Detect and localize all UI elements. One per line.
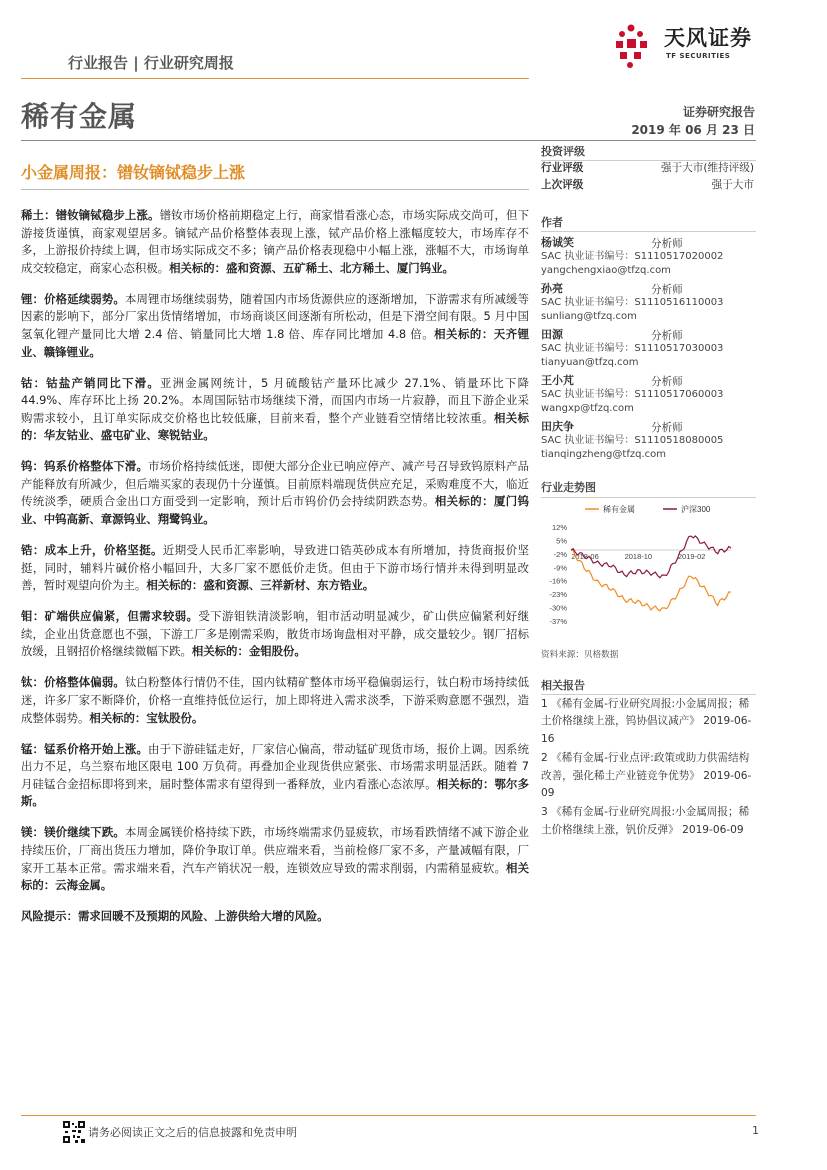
breadcrumb: 行业报告 | 行业研究周报 [68, 54, 234, 72]
trend-heading: 行业走势图 [541, 481, 596, 494]
related-heading: 相关报告 [541, 679, 585, 692]
x-tick-label: 2019-02 [677, 552, 706, 562]
rating-row: 行业评级 强于大市(维持评级) [541, 162, 754, 174]
rating-row: 上次评级 强于大市 [541, 179, 754, 191]
y-tick-label: -23% [549, 590, 567, 600]
paragraph-magnesium: 镁：镁价继续下跌。本周金属镁价格持续下跌，市场终端需求仍显疲软，市场看跌情绪不减下游企业持续压价，厂商出货压力增加，降价争取订单。供应端来看，当前检修厂家不多，产量减幅有限，厂家开工基本正常。需求端来看，汽车产销状况一般，连锁效应导致的需求削弱，内需稍显疲软。相关标的：云海金属。 [21, 825, 529, 893]
y-tick-label: -30% [549, 603, 567, 613]
risk-warning: 风险提示：需求回暖不及预期的风险、上游供给大增的风险。 [21, 909, 329, 924]
legend-label: 稀有金属 [603, 505, 635, 514]
x-tick-label: 2018-10 [624, 552, 653, 562]
report-date: 2019 年 06 月 23 日 [631, 123, 755, 137]
paragraph-lithium: 锂：价格延续弱势。本周锂市场继续弱势，随着国内市场货源供应的逐渐增加，下游需求有所减缓等因素的影响下，部分厂家出货情绪增加，市场商谈区间逐渐有所松动，但是下滑空间有限。5 月中国氢氧化锂产量同比大增 2.4 倍、销量同比大增 1.8 倍、库存同比增加 4.8 倍。相关标的：天齐锂业、赣锋锂业。 [21, 291, 529, 359]
y-tick-label: -2% [553, 549, 567, 559]
y-tick-label: -16% [549, 576, 567, 586]
footer-divider [21, 1115, 756, 1116]
main-content [21, 207, 529, 939]
authors-list [541, 235, 754, 465]
y-tick-label: -37% [549, 617, 567, 626]
chart-source: 资料来源：贝格数据 [541, 650, 619, 660]
y-tick-label: 5% [556, 536, 567, 546]
y-tick-label: -9% [553, 563, 567, 573]
paragraph-rare-earth: 稀土：镨钕镝铽稳步上涨。镨钕市场价格前期稳定上行，商家惜看涨心态，市场实际成交尚可，但下游接货谨慎，商家观望居多。镝铽产品价格整体表现上涨，铽产品价格上涨幅度较大，市场库存不多，上游报价持续上调，但市场实际成交不多；镝产品价格表现稳中小幅上涨，涨幅不大，市场询单成交较稳定，商家心态积极。相关标的：盛和资源、五矿稀土、北方稀土、厦门钨业。 [21, 208, 529, 275]
author-entry: 田庆争 分析师 SAC 执业证书编号：S1110518080005 tianqingzheng@tfzq.com [541, 420, 724, 460]
author-entry: 孙亮 分析师 SAC 执业证书编号：S1110516110003 sunliang@tfzq.com [541, 282, 724, 322]
authors-heading: 作者 [541, 216, 563, 229]
paragraph-tungsten: 钨：钨系价格整体下滑。市场价格持续低迷，即便大部分企业已响应停产、减产号召导致钨原料产品产能释放有所减少，但后端买家的表现仍十分谨慎。目前原料端现货供应充足，采购难度不大，临近传统淡季，硬质合金出口方面受到一定影响，预计后市钨价仍会持续阴跌态势。相关标的：厦门钨业、中钨高新、章源钨业、翔鹭钨业。 [21, 459, 529, 527]
sector-title: 稀有金属 [21, 100, 138, 133]
paragraph-manganese: 锰：锰系价格开始上涨。由于下游硅锰走好，厂家信心偏高，带动锰矿现货市场，报价上调。因系统出力不足，乌兰察布地区限电 100 万负荷。再叠加企业现货供应紧张、市场需求明显活跃。随着 7 月硅锰合金招标即将到来，届时整体需求有望得到一番释放，业内看涨心态浓厚。相关标的：鄂尔多斯。 [21, 741, 529, 809]
related-reports [541, 696, 755, 839]
related-report-item[interactable]: 2 《稀有金属-行业点评:政策或助力供需结构改善，强化稀土产业链竞争优势》 2019-06-09 [541, 752, 752, 800]
industry-trend-chart [541, 499, 754, 649]
logo-english-text: TF SECURITIES [666, 52, 731, 60]
legend-label: 沪深300 [681, 505, 711, 514]
page-number: 1 [752, 1124, 759, 1137]
paragraph-titanium: 钛：价格整体偏弱。钛白粉整体行情仍不佳，国内钛精矿整体市场平稳偏弱运行，钛白粉市场持续低迷，许多厂家不断降价，价格一直维持低位运行，加上即将进入需求淡季，下游采购意愿不强烈，造成整体弱势。相关标的：宝钛股份。 [21, 675, 529, 725]
qr-code-icon [63, 1121, 85, 1143]
header-divider [21, 78, 529, 79]
author-entry: 杨诚笑 分析师 SAC 执业证书编号：S1110517020002 yangchengxiao@tfzq.com [541, 236, 724, 276]
related-report-item[interactable]: 1 《稀有金属-行业研究周报:小金属周报；稀土价格继续上涨，钨协倡议减产》 2019-06-16 [541, 698, 752, 745]
author-entry: 田源 分析师 SAC 执业证书编号：S1110517030003 tianyuan@tfzq.com [541, 328, 724, 368]
paragraph-molybdenum: 钼：矿端供应偏紧，但需求较弱。受下游钼铁清淡影响，钼市活动明显减少，矿山供应偏紧利好继续，企业出货意愿也不强，下游工厂多是刚需采购，散货市场询盘相对平静，成交量较少。钢厂招标放缓，且钢招价格继续微幅下跌。相关标的：金钼股份。 [21, 609, 529, 659]
author-entry: 王小芃 分析师 SAC 执业证书编号：S1110517060003 wangxp@tfzq.com [541, 374, 724, 414]
rating-section [541, 143, 754, 194]
report-type: 证券研究报告 [682, 105, 755, 119]
title-underline [21, 189, 529, 190]
rating-heading: 投资评级 [541, 145, 585, 158]
paragraph-zirconium: 锆：成本上升，价格坚挺。近期受人民币汇率影响，导致进口锆英砂成本有所增加，持货商报价坚挺，同时，辅料片碱价格小幅回升，大多厂家不愿低价走货。但由于下游市场行情并未得到明显改善，暂时观望向价为主。相关标的：盛和资源、三祥新材、东方锆业。 [21, 543, 529, 593]
logo-text: 天风证券 [664, 26, 752, 50]
x-tick-label: 2018-06 [571, 552, 599, 562]
report-title: 小金属周报：镨钕镝铽稳步上涨 [21, 163, 246, 182]
y-tick-label: 12% [551, 523, 567, 532]
disclaimer-note: 请务必阅读正文之后的信息披露和免责申明 [88, 1126, 297, 1139]
related-report-item[interactable]: 3 《稀有金属-行业研究周报:小金属周报；稀土价格继续上涨，钒价反弹》 2019-06-09 [541, 806, 750, 836]
paragraph-cobalt: 钴：钴盐产销同比下滑。亚洲金属网统计，5 月硫酸钴产量环比减少 27.1%、销量环比下降 44.9%、库存环比上扬 20.2%。本周国际钴市场继续下滑，而国内市场一片寂静，而且下游企业采购需求较小，且订单实际成交价格也比较低廉，目前来看，整个产业链看空情绪比较浓重。相关标的：华友钴业、盛屯矿业、寒锐钴业。 [21, 375, 529, 443]
